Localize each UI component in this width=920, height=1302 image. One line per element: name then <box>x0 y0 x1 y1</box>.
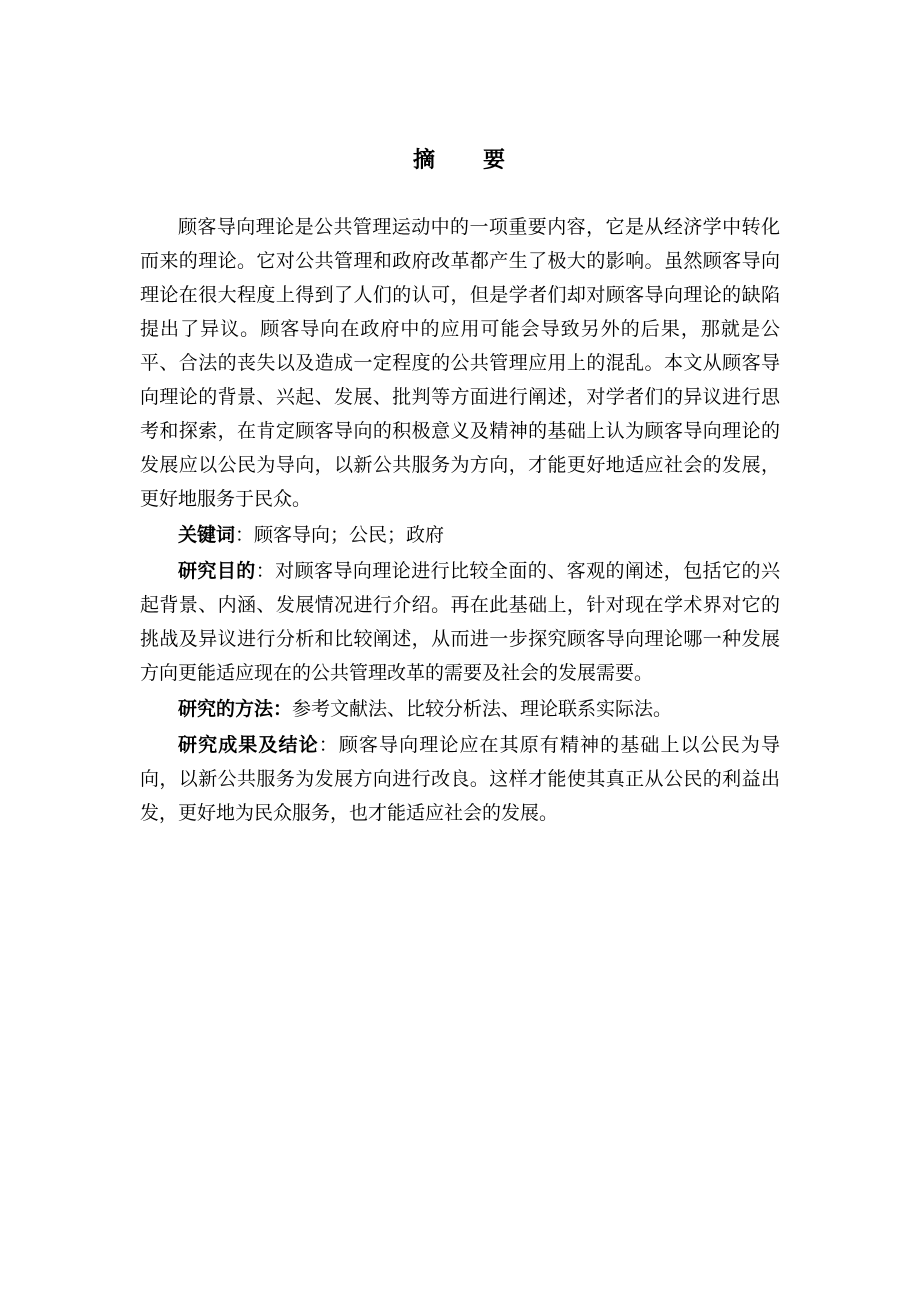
page-title <box>0 146 920 176</box>
keywords-text: 顾客导向；公民；政府 <box>254 524 445 546</box>
results-separator: ： <box>318 734 339 756</box>
page-title-char-1: 摘 <box>412 148 437 173</box>
methods-label: 研究的方法 <box>178 698 274 720</box>
keywords-paragraph <box>140 518 780 552</box>
page-title-char-2: 要 <box>483 148 508 173</box>
abstract-content <box>140 210 780 830</box>
results-label: 研究成果及结论 <box>178 734 319 756</box>
results-paragraph <box>140 728 780 830</box>
keywords-label: 关键词 <box>178 524 236 546</box>
methods-separator: ： <box>273 698 293 720</box>
purpose-text: 对顾客导向理论进行比较全面的、客观的阐述，包括它的兴起背景、内涵、发展情况进行介绍。再在此基础上，针对现在学术界对它的挑战及异议进行分析和比较阐述，从而进一步探究顾客导向理论哪一种发展方向更能适应现在的公共管理改革的需要及社会的发展需要。 <box>140 560 780 684</box>
methods-paragraph <box>140 692 780 726</box>
purpose-separator: ： <box>255 560 276 582</box>
keywords-separator: ： <box>235 524 255 546</box>
purpose-label: 研究目的 <box>178 560 256 582</box>
methods-text: 参考文献法、比较分析法、理论联系实际法。 <box>292 698 673 720</box>
purpose-paragraph <box>140 554 780 690</box>
results-text: 顾客导向理论应在其原有精神的基础上以公民为导向，以新公共服务为发展方向进行改良。这样才能使其真正从公民的利益出发，更好地为民众服务，也才能适应社会的发展。 <box>140 734 780 824</box>
abstract-body: 顾客导向理论是公共管理运动中的一项重要内容，它是从经济学中转化而来的理论。它对公共管理和政府改革都产生了极大的影响。虽然顾客导向理论在很大程度上得到了人们的认可，但是学者们却对顾客导向理论的缺陷提出了异议。顾客导向在政府中的应用可能会导致另外的后果，那就是公平、合法的丧失以及造成一定程度的公共管理应用上的混乱。本文从顾客导向理论的背景、兴起、发展、批判等方面进行阐述，对学者们的异议进行思考和探索，在肯定顾客导向的积极意义及精神的基础上认为顾客导向理论的发展应以公民为导向，以新公共服务为方向，才能更好地适应社会的发展，更好地服务于民众。 <box>140 216 780 510</box>
